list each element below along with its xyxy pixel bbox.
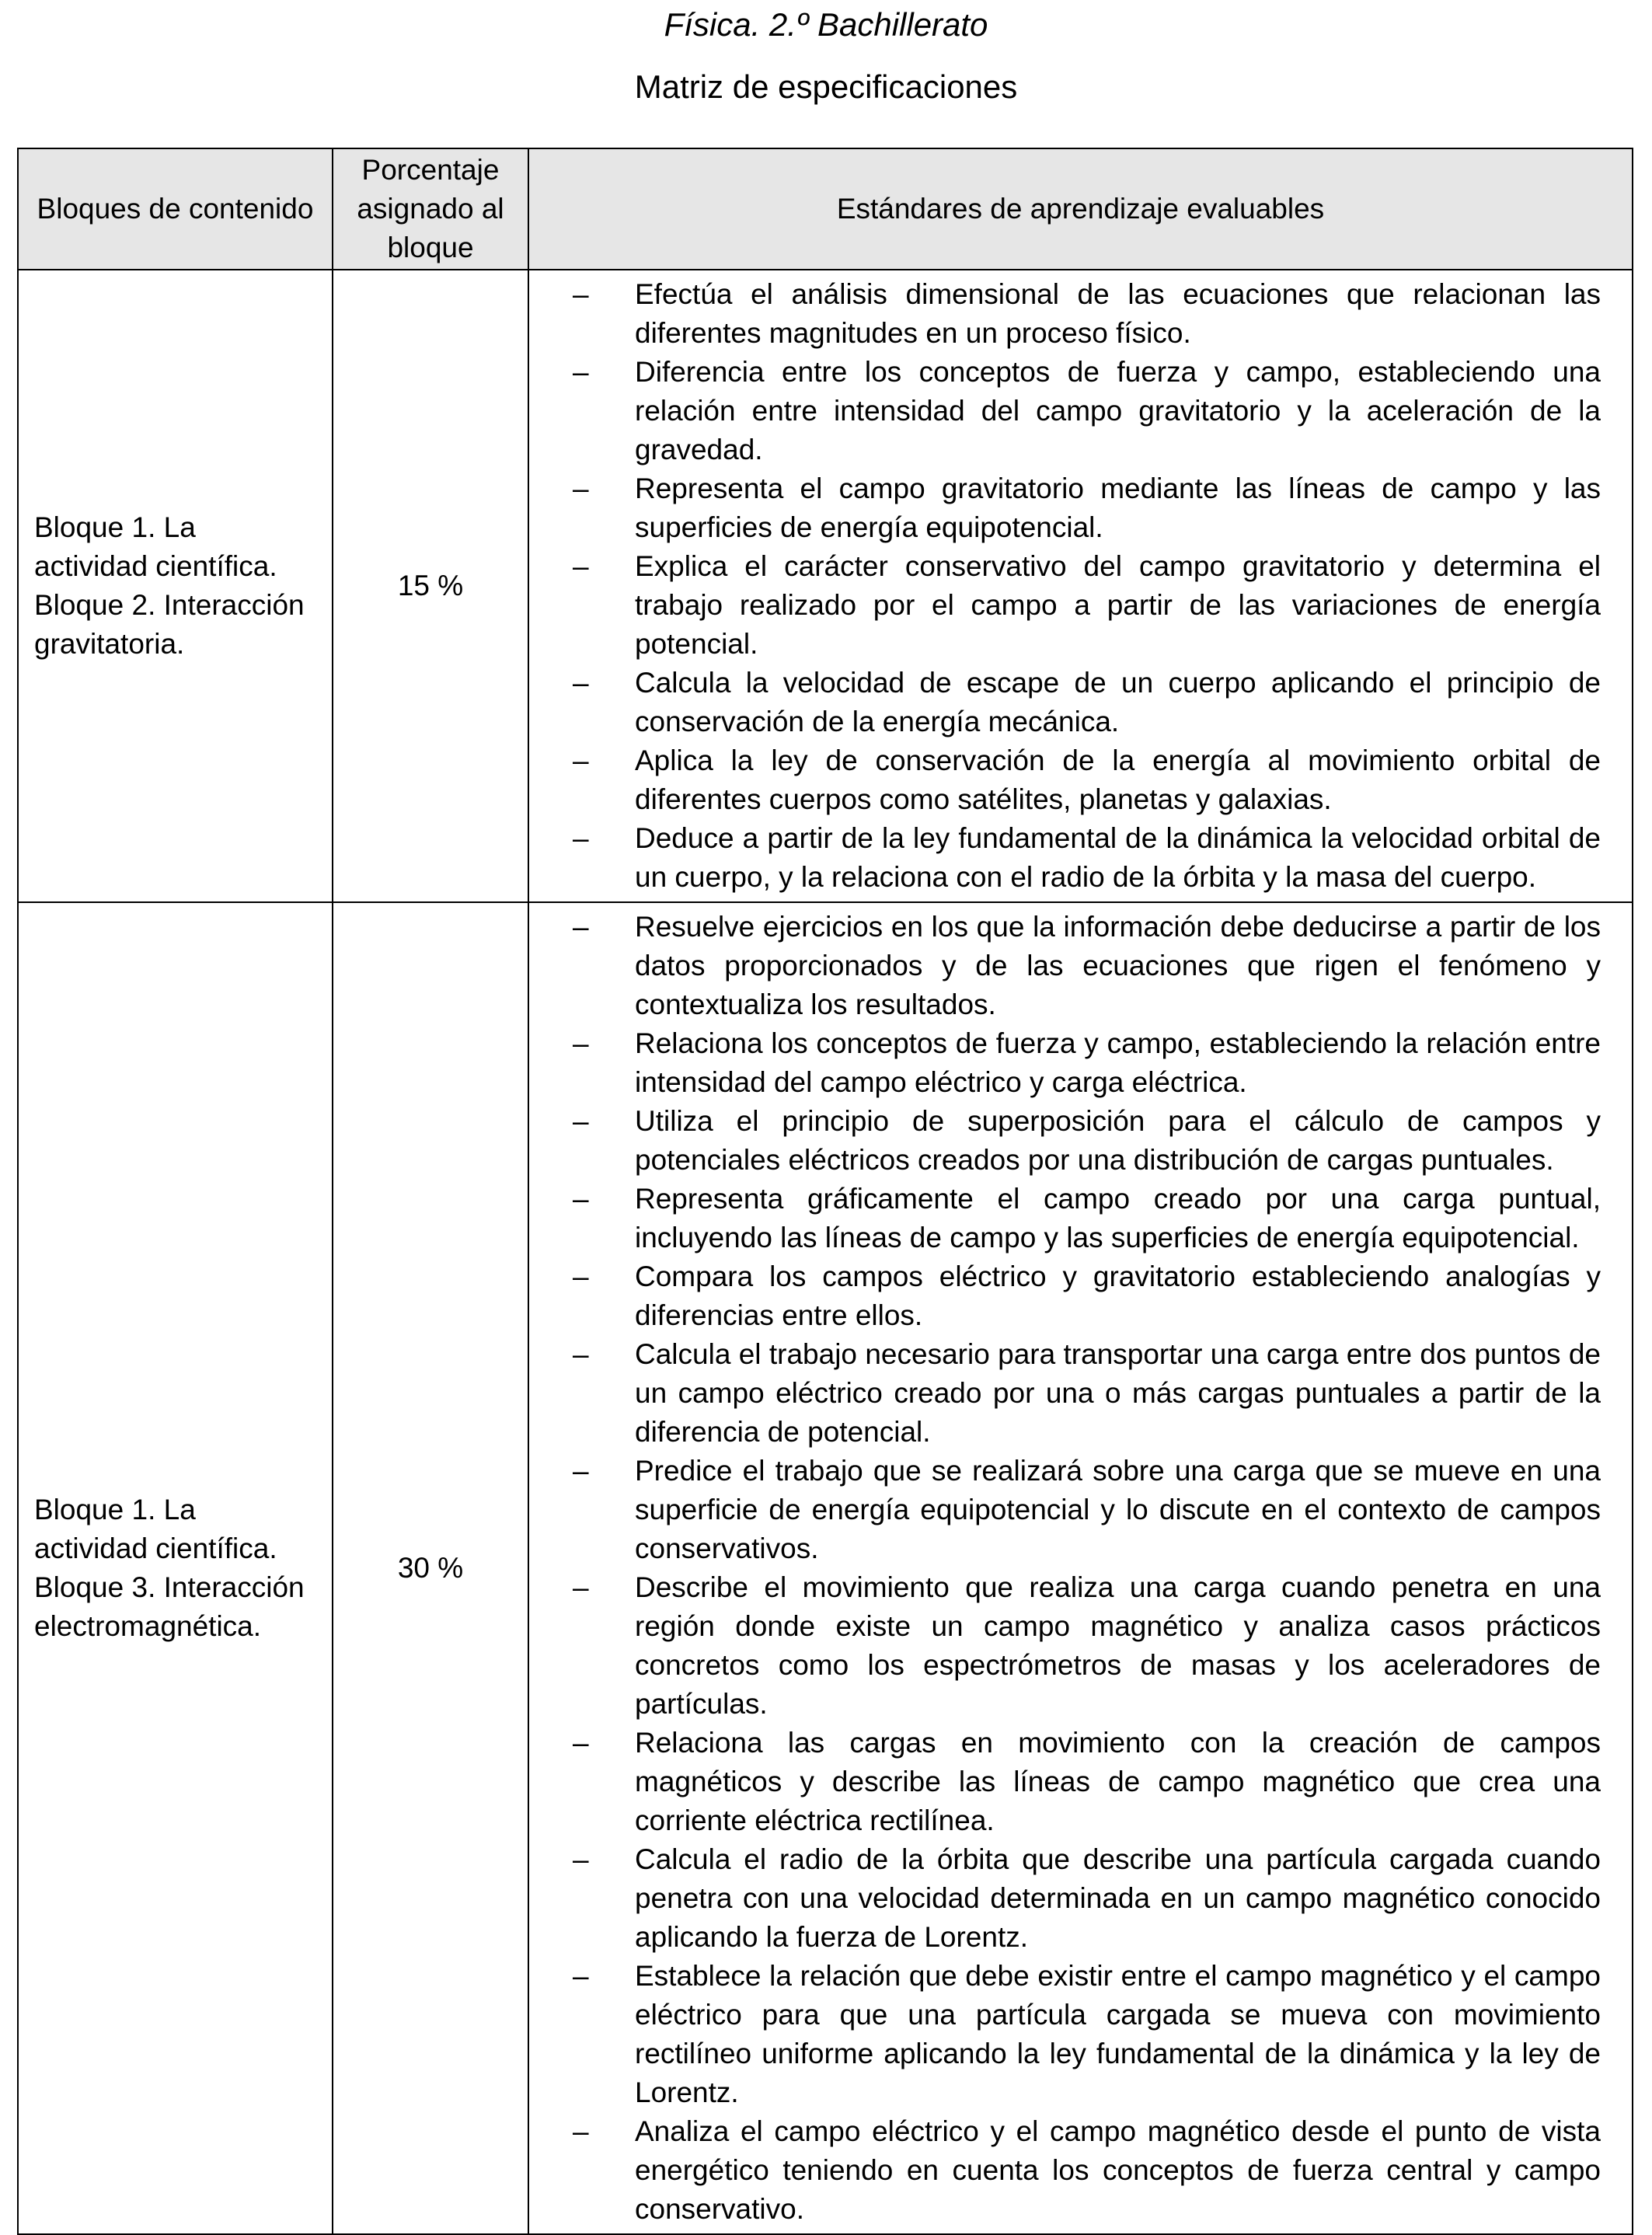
- standard-item: – Representa el campo gravitatorio mediante las líneas de campo y las superficies de energía equipotencial.: [573, 469, 1601, 547]
- standard-item: – Establece la relación que debe existir entre el campo magnético y el campo eléctrico para que una partícula cargada se mueva con movimiento rectilíneo uniforme aplicando la ley fundamental de la dinámica y la ley de Lorentz.: [573, 1957, 1601, 2112]
- standard-item: – Calcula el trabajo necesario para transportar una carga entre dos puntos de un campo eléctrico creado por una o más cargas puntuales a partir de la diferencia de potencial.: [573, 1335, 1601, 1452]
- standard-item: – Predice el trabajo que se realizará sobre una carga que se mueve en una superficie de energía equipotencial y lo discute en el contexto de campos conservativos.: [573, 1452, 1601, 1568]
- standards-list: [573, 275, 1601, 897]
- table-row: [18, 270, 1633, 902]
- standard-item: – Describe el movimiento que realiza una carga cuando penetra en una región donde existe un campo magnético y analiza casos prácticos concretos como los espectrómetros de masas y los aceleradores de partículas.: [573, 1568, 1601, 1724]
- standard-item: – Relaciona los conceptos de fuerza y campo, estableciendo la relación entre intensidad del campo eléctrico y carga eléctrica.: [573, 1024, 1601, 1102]
- blocks-cell: [18, 270, 333, 902]
- standard-item: – Calcula el radio de la órbita que describe una partícula cargada cuando penetra con una velocidad determinada en un campo magnético conocido aplicando la fuerza de Lorentz.: [573, 1840, 1601, 1957]
- standard-item: – Diferencia entre los conceptos de fuerza y campo, estableciendo una relación entre intensidad del campo gravitatorio y la aceleración de la gravedad.: [573, 353, 1601, 469]
- standard-item: – Relaciona las cargas en movimiento con la creación de campos magnéticos y describe las líneas de campo magnético que crea una corriente eléctrica rectilínea.: [573, 1724, 1601, 1840]
- header-percentage: Porcentaje asignado al bloque: [333, 148, 528, 270]
- block-label: Bloque 1. La actividad científica.: [34, 511, 277, 582]
- standard-item: – Compara los campos eléctrico y gravitatorio estableciendo analogías y diferencias entre ellos.: [573, 1257, 1601, 1335]
- standard-item: – Analiza el campo eléctrico y el campo magnético desde el punto de vista energético teniendo en cuenta los conceptos de fuerza central y campo conservativo.: [573, 2112, 1601, 2229]
- percentage-cell: 30 %: [333, 902, 528, 2234]
- standard-item: – Explica el carácter conservativo del campo gravitatorio y determina el trabajo realizado por el campo a partir de las variaciones de energía potencial.: [573, 547, 1601, 664]
- standard-item: – Calcula la velocidad de escape de un cuerpo aplicando el principio de conservación de la energía mecánica.: [573, 664, 1601, 741]
- specifications-table: [17, 148, 1633, 2235]
- percentage-cell: 15 %: [333, 270, 528, 902]
- block-label: Bloque 2. Interacción gravitatoria.: [34, 589, 305, 660]
- standard-item: – Aplica la ley de conservación de la energía al movimiento orbital de diferentes cuerpos como satélites, planetas y galaxias.: [573, 741, 1601, 819]
- document-subject: Física. 2.º Bachillerato: [664, 6, 988, 43]
- block-label: Bloque 3. Interacción electromagnética.: [34, 1571, 305, 1642]
- block-label: Bloque 1. La actividad científica.: [34, 1494, 277, 1564]
- standards-cell: [528, 270, 1633, 902]
- table-row: [18, 902, 1633, 2234]
- standards-list: [573, 908, 1601, 2229]
- standard-item: – Deduce a partir de la ley fundamental de la dinámica la velocidad orbital de un cuerpo, y la relaciona con el radio de la órbita y la masa del cuerpo.: [573, 819, 1601, 897]
- standard-item: – Representa gráficamente el campo creado por una carga puntual, incluyendo las líneas de campo y las superficies de energía equipotencial.: [573, 1180, 1601, 1257]
- document-title: Matriz de especificaciones: [634, 68, 1018, 105]
- standards-cell: [528, 902, 1633, 2234]
- header-blocks: Bloques de contenido: [18, 148, 333, 270]
- standard-item: – Resuelve ejercicios en los que la información debe deducirse a partir de los datos proporcionados y de las ecuaciones que rigen el fenómeno y contextualiza los resultados.: [573, 908, 1601, 1024]
- standard-item: – Efectúa el análisis dimensional de las ecuaciones que relacionan las diferentes magnitudes en un proceso físico.: [573, 275, 1601, 353]
- table-header-row: [18, 148, 1633, 270]
- blocks-cell: [18, 902, 333, 2234]
- standard-item: – Utiliza el principio de superposición para el cálculo de campos y potenciales eléctricos creados por una distribución de cargas puntuales.: [573, 1102, 1601, 1180]
- header-standards: Estándares de aprendizaje evaluables: [528, 148, 1633, 270]
